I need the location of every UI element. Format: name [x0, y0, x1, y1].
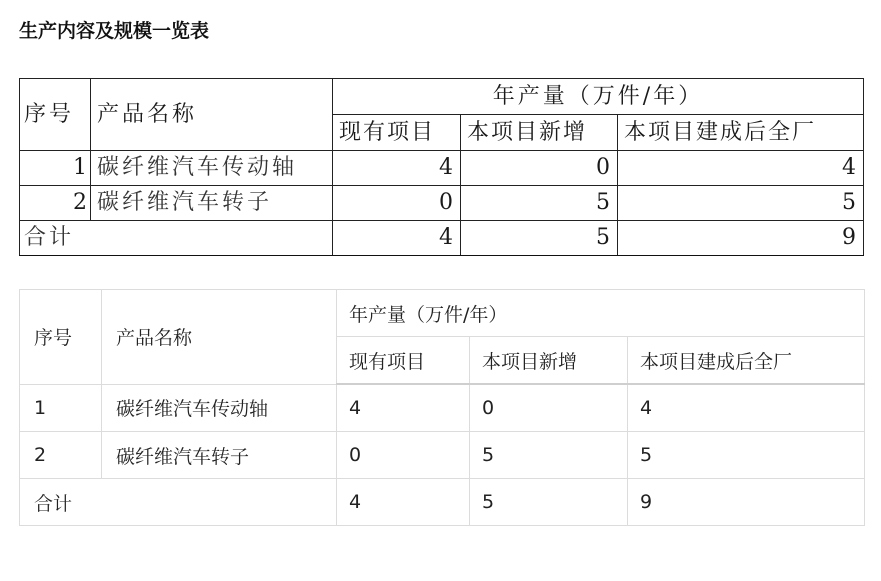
total-label: 合计 [20, 221, 333, 256]
header-seq: 序号 [20, 290, 102, 385]
total-after: 9 [618, 221, 864, 256]
row-seq: 2 [20, 186, 91, 221]
row-existing: 0 [337, 432, 470, 479]
table-row [20, 151, 864, 186]
row-new: 5 [470, 432, 628, 479]
table-row [20, 432, 865, 479]
row-seq: 2 [20, 432, 102, 479]
row-seq: 1 [20, 384, 102, 432]
row-product-name: 碳纤维汽车传动轴 [102, 384, 337, 432]
header-product-name: 产品名称 [91, 79, 333, 151]
total-new: 5 [470, 479, 628, 526]
row-existing: 0 [333, 186, 461, 221]
row-product-name: 碳纤维汽车传动轴 [91, 151, 333, 186]
table-row [20, 384, 865, 432]
total-row [20, 479, 865, 526]
header-existing: 现有项目 [337, 337, 470, 385]
total-row [20, 221, 864, 256]
header-total-after: 本项目建成后全厂 [628, 337, 865, 385]
row-total-after: 5 [618, 186, 864, 221]
total-existing: 4 [337, 479, 470, 526]
total-new: 5 [461, 221, 618, 256]
table-row [20, 186, 864, 221]
row-existing: 4 [333, 151, 461, 186]
header-total-after: 本项目建成后全厂 [618, 115, 864, 151]
row-new: 0 [470, 384, 628, 432]
page-title: 生产内容及规模一览表 [19, 20, 210, 42]
header-annual-output: 年产量（万件/年） [333, 79, 864, 115]
total-label: 合计 [20, 479, 337, 526]
row-new: 5 [461, 186, 618, 221]
header-annual-output: 年产量（万件/年） [337, 290, 865, 337]
header-seq: 序号 [20, 79, 91, 151]
row-seq: 1 [20, 151, 91, 186]
total-after: 9 [628, 479, 865, 526]
header-new: 本项目新增 [470, 337, 628, 385]
row-total-after: 4 [618, 151, 864, 186]
header-new: 本项目新增 [461, 115, 618, 151]
production-table-text [19, 289, 865, 526]
total-existing: 4 [333, 221, 461, 256]
row-product-name: 碳纤维汽车转子 [102, 432, 337, 479]
header-product-name: 产品名称 [102, 290, 337, 385]
row-total-after: 4 [628, 384, 865, 432]
row-new: 0 [461, 151, 618, 186]
header-existing: 现有项目 [333, 115, 461, 151]
production-table-image [19, 78, 864, 256]
row-existing: 4 [337, 384, 470, 432]
row-product-name: 碳纤维汽车转子 [91, 186, 333, 221]
row-total-after: 5 [628, 432, 865, 479]
